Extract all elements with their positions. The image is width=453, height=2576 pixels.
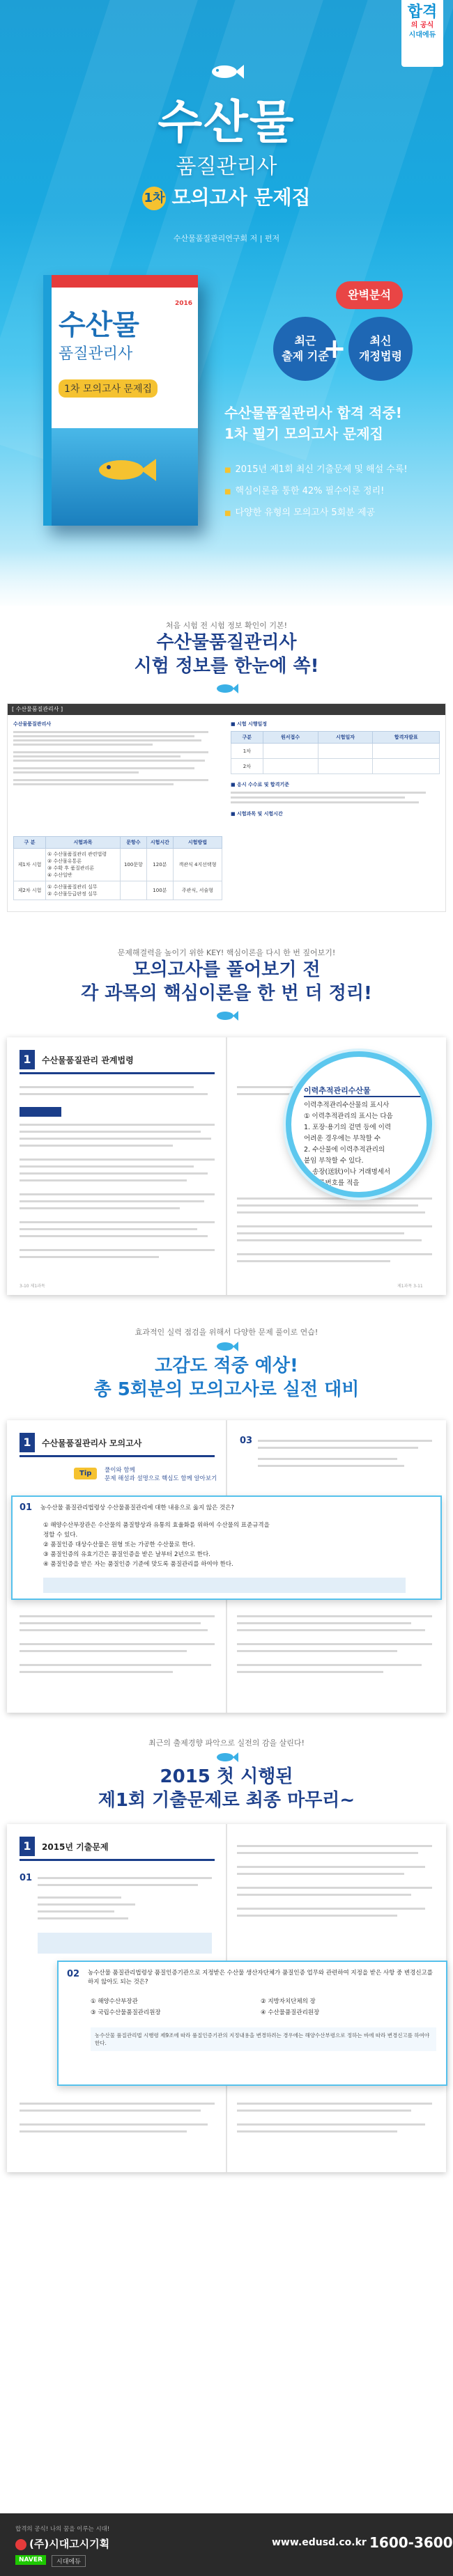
subjects-col-header: 시험시간	[146, 837, 173, 849]
subjects-table	[13, 836, 222, 900]
chapter-number: 1	[20, 1837, 35, 1856]
past-exam-page-spread	[7, 1824, 446, 2172]
answer-choice: ① 해양수산부장관	[91, 1998, 138, 2005]
feature-item: ■ 핵심이론을 통한 42% 필수이론 정리!	[224, 481, 408, 503]
magnifier-line: 어려운 경우에는 부착할 수	[304, 1135, 381, 1142]
subjects-col-header: 구 분	[14, 837, 46, 849]
question-callout	[11, 1495, 442, 1600]
feature-cloud-2	[336, 281, 403, 309]
sheet-left-column	[13, 721, 215, 787]
chapter-title: 2015년 기출문제	[42, 1842, 109, 1852]
phone-number: 1600-3600	[369, 2534, 453, 2551]
section-4-title-2: 제1회 기출문제로 최종 마무리~	[98, 1790, 355, 1811]
subjects-heading: ■ 시험과목 및 시험시간	[231, 811, 283, 817]
sheet-header-bar: [ 수산물품질관리사 ]	[8, 704, 445, 715]
table-cell: 주관식, 서술형	[173, 881, 222, 900]
book-year: 2016	[174, 300, 192, 307]
table-cell: 제1차 시험	[14, 849, 46, 881]
schedule-col-header: 시험일자	[318, 732, 373, 744]
answer-choice: ③ 국립수산물품질관리원장	[91, 2009, 161, 2016]
magnifier-line: 2. 수산물에 이력추적관리의	[304, 1146, 385, 1154]
tip-line: 풀이와 함께	[105, 1467, 135, 1474]
book-fish-icon	[93, 456, 156, 484]
magnifier-line: 1. 포장·용기의 겉면 등에 이력	[304, 1124, 392, 1131]
section-header-3	[0, 1326, 453, 1401]
question-number: 01	[20, 1502, 33, 1513]
section-header-1	[0, 620, 453, 695]
section-4-caption: 최근의 출제경향 파악으로 실전의 감을 살린다!	[148, 1738, 305, 1748]
answer-choice: ① 해양수산부장관은 수산물의 품질향상과 유통의 효율화를 위하여 수산물의 표준규격을	[43, 1522, 270, 1529]
company-logo-icon	[15, 2539, 26, 2550]
section-header-2	[0, 947, 453, 1022]
section-1-title-2: 시험 정보를 한눈에 쏙!	[134, 656, 319, 677]
feature-cloud-3	[348, 317, 413, 381]
question-callout	[57, 1961, 447, 2086]
table-cell: 1차	[231, 744, 263, 759]
author-line: 수산물품질관리연구회 저 | 편저	[173, 234, 280, 243]
schedule-table	[231, 731, 440, 774]
schedule-col-header: 구분	[231, 732, 263, 744]
magnifier-title: 이력추적관리수산물	[304, 1085, 429, 1097]
section-4-title-1: 2015 첫 시행된	[160, 1766, 293, 1787]
badge-line1: 합격	[407, 3, 438, 21]
cloud-1-label: 최근 출제 기준	[282, 334, 329, 363]
hero-feature-list	[224, 460, 408, 524]
chapter-title: 수산물품질관리 관계법령	[42, 1055, 134, 1065]
answer-explanation: 농수산물 품질관리법 시행령 제9조에 따라 품질인증기관의 지정내용을 변경하려는 경우에는 해양수산부령으로 정하는 바에 따라 변경신고를 하여야 한다.	[91, 2027, 436, 2051]
footer-slogan: 합격의 공식! 나의 꿈을 이루는 시대!	[15, 2526, 110, 2533]
sheet-right-column	[231, 721, 440, 818]
question-text: 농수산물 품질관리법령상 수산물품질관리에 대한 내용으로 옳지 않은 것은?	[40, 1505, 234, 1511]
table-cell: 100분	[146, 881, 173, 900]
table-cell: 2차	[231, 759, 263, 774]
book-subtitle: 품질관리사	[59, 345, 133, 363]
website-link[interactable]: www.edusd.co.kr	[272, 2537, 367, 2548]
table-cell: 객관식 4지선택형	[173, 849, 222, 881]
badge-line3: 시대에듀	[408, 31, 436, 39]
table-cell: ① 수산물품질관리 실무 ② 수산물등급판정 실무	[45, 881, 120, 900]
chapter-title: 수산물품질관리사 모의고사	[42, 1438, 142, 1448]
pitch-line-2: 1차 필기 모의고사 문제집	[224, 425, 384, 442]
table-cell: 100문항	[120, 849, 146, 881]
fish-icon	[209, 63, 244, 81]
badge-line2: 의 공식	[410, 22, 434, 29]
fee-heading: ■ 응시 수수료 및 합격기준	[231, 782, 289, 787]
hero-title: 수산물	[158, 95, 295, 149]
question-number: 03	[240, 1436, 253, 1446]
naver-cafe-link[interactable]: 시대에듀	[52, 2555, 86, 2567]
hero-subtitle-2	[0, 182, 453, 210]
table-row	[231, 759, 440, 774]
hero-banner	[0, 0, 453, 606]
schedule-col-header: 합격자발표	[373, 732, 440, 744]
theory-page-spread	[7, 1037, 446, 1295]
cloud-2-label: 완벽분석	[348, 288, 391, 301]
fish-icon	[215, 1010, 238, 1022]
feature-item: ■ 2015년 제1회 최신 기출문제 및 해설 수록!	[224, 460, 408, 481]
company-label: (주)시대고시기획	[29, 2538, 110, 2550]
subjects-col-header: 시험방법	[173, 837, 222, 849]
page-footer-left: 3-10 제1과목	[20, 1284, 45, 1289]
magnifier-line: 이력추적관리수산물의 표시사	[304, 1101, 390, 1109]
magnifier-line: 3. 송장(送狀)이나 거래명세서	[304, 1168, 391, 1176]
section-2-title-1: 모의고사를 풀어보기 전	[132, 959, 321, 980]
magnifier-callout	[286, 1051, 432, 1197]
answer-choice: ④ 품질인증을 받은 자는 품질인증 기준에 맞도록 품질관리를 하여야 한다.	[43, 1561, 233, 1568]
table-cell: ① 수산물품질관리 관련법령 ② 수산물유통론 ③ 수확 후 품질관리론 ④ 수산일반	[45, 849, 120, 881]
magnifier-line: ① 이력추적관리의 표시는 다음	[304, 1113, 393, 1120]
feature-item: ■ 다양한 유형의 모의고사 5회분 제공	[224, 503, 408, 524]
section-header-4	[0, 1737, 453, 1812]
section-1-caption: 처음 시험 전 시험 정보 확인이 기본!	[165, 621, 288, 630]
question-number: 01	[20, 1873, 33, 1883]
table-row	[231, 744, 440, 759]
schedule-heading: ■ 시험 시행일정	[231, 721, 268, 727]
question-text: 농수산물 품질관리법령상 품질인증기관으로 지정받은 수산물 생산자단체가 품질인증 업무와 관련하여 지정을 받은 사항 중 변경신고를 하지 않아도 되는 것은?	[88, 1970, 433, 1986]
book-title: 수산물	[59, 309, 139, 341]
magnifier-line: 붙임 부착할 수 있다.	[304, 1157, 364, 1165]
hero-subtitle: 품질관리사	[176, 155, 277, 179]
magnifier-line: 를 등록번호를 적을	[304, 1179, 360, 1187]
chapter-number: 1	[20, 1050, 35, 1069]
chapter-number: 1	[20, 1433, 35, 1452]
table-cell	[120, 881, 146, 900]
table-cell: 제2차 시험	[14, 881, 46, 900]
book-cover	[43, 275, 198, 526]
section-3-title-2: 총 5회분의 모의고사로 실전 대비	[93, 1379, 360, 1400]
section-1-title-1: 수산물품질관리사	[156, 632, 297, 653]
tip-line: 문제 해설과 설명으로 핵심도 함께 알아보기	[105, 1475, 217, 1482]
pitch-line-1: 수산물품질관리사 합격 적중!	[224, 405, 402, 421]
answer-choice: ③ 품질인증의 유효기간은 품질인증을 받은 날부터 2년으로 한다.	[43, 1551, 210, 1558]
page-footer-right: 제1과목 3-11	[397, 1284, 423, 1289]
naver-link[interactable]: NAVER	[15, 2555, 46, 2565]
table-row	[14, 849, 222, 881]
exam-info-sheet	[7, 703, 446, 912]
company-name	[15, 2536, 109, 2551]
table-row	[14, 881, 222, 900]
answer-choice: ② 지방자치단체의 장	[261, 1998, 316, 2005]
schedule-col-header: 원서접수	[263, 732, 318, 744]
hero-subtitle-text: 모의고사 문제집	[171, 186, 311, 209]
answer-choice: ② 품질인증 대상수산물은 원형 또는 가공한 수산물로 한다.	[43, 1541, 196, 1548]
sheet-left-heading: 수산물품질관리사	[13, 721, 52, 727]
section-2-title-2: 각 과목의 핵심이론을 한 번 더 정리!	[81, 983, 372, 1004]
book-tag: 1차 모의고사 문제집	[59, 379, 158, 398]
cloud-3-label: 최신 개정법령	[359, 334, 402, 363]
answer-choice: 정할 수 있다.	[43, 1532, 78, 1539]
section-2-caption: 문제해결력을 높이기 위한 KEY! 핵심이론을 다시 한 번 짚어보기!	[117, 948, 336, 957]
section-3-title-1: 고감도 적중 예상!	[155, 1356, 298, 1376]
tip-badge: Tip	[74, 1468, 97, 1479]
subjects-col-header: 문항수	[120, 837, 146, 849]
footer	[0, 2513, 453, 2576]
section-3-caption: 효과적인 실력 점검을 위해서 다양한 문제 풀이로 연습!	[135, 1328, 318, 1337]
table-cell: 120분	[146, 849, 173, 881]
tip-note	[105, 1466, 217, 1483]
question-number: 02	[67, 1969, 80, 1979]
fish-icon	[215, 682, 238, 695]
fish-icon	[215, 1751, 238, 1764]
mock-exam-page-spread	[7, 1420, 446, 1713]
answer-choice: ④ 수산물품질관리원장	[261, 2009, 320, 2016]
hero-pitch	[224, 402, 402, 444]
fish-icon	[215, 1340, 238, 1353]
plus-icon: +	[323, 333, 346, 365]
round-badge: 1차	[142, 187, 166, 210]
brand-badge	[401, 0, 443, 67]
subjects-col-header: 시험과목	[45, 837, 120, 849]
